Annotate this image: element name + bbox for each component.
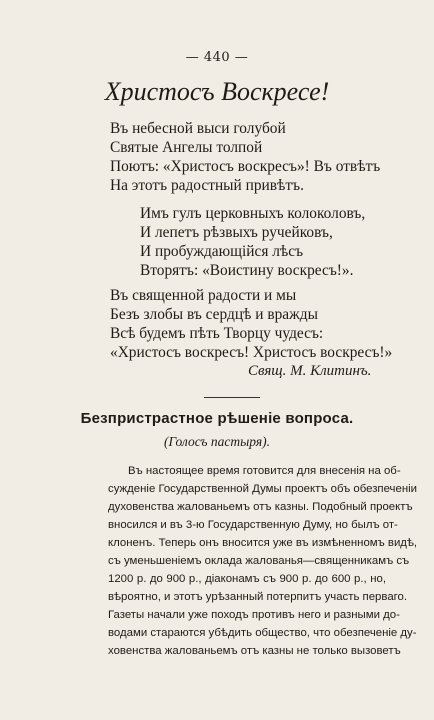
article-line: съ уменьшеніемъ оклада жалованья—священникамъ съ [108,555,410,567]
article-line: вѣроятно, и этотъ урѣзанный потерпитъ участь перваго. [108,591,408,603]
article-line: ховенства жалованьемъ отъ казны не только вызоветъ [108,645,401,657]
page-number: — 440 — [185,50,249,65]
poem-line: Имъ гулъ церковныхъ колоколовъ, [140,205,366,222]
article-line: 1200 р. до 900 р., діаконамъ съ 900 р. до 600 р., но, [108,573,386,585]
poem-line: Въ небесной выси голубой [110,120,286,137]
article-line: водами стараются убѣдить общество, что обезпеченіе ду- [108,627,417,639]
article-line: Въ настоящее время готовится для внесенія на об- [128,465,401,477]
poem-signature: Свящ. М. Клитинъ. [248,363,372,379]
article-subtitle: (Голосъ пастыря). [164,434,270,449]
article-line: Газеты начали уже походъ противъ него и разными до- [108,609,400,621]
poem-line: И пробуждающійся лѣсъ [140,243,304,260]
article-line: вносился и въ 3-ю Государственную Думу, но былъ от- [108,519,398,531]
poem-line: Безъ злобы въ сердцѣ и вражды [110,306,318,323]
poem-line: Святые Ангелы толпой [110,139,263,156]
poem-title: Христосъ Воскресе! [104,77,330,106]
poem-line: Поютъ: «Христосъ воскресъ»! Въ отвѣтъ [110,158,381,175]
section-divider [204,397,260,398]
article-line: сужденіе Государственной Думы проектъ объ обезпеченіи [108,483,418,495]
article-line: духовенства жалованьемъ отъ казны. Подобный проектъ [108,501,413,513]
poem-line: Въ священной радости и мы [110,287,297,304]
article-line: клоненъ. Теперь онъ вносится уже въ измѣненномъ видѣ, [108,537,418,549]
poem-line: Всѣ будемъ пѣть Творцу чудесъ: [110,325,324,342]
poem-line: «Христосъ воскресъ! Христосъ воскресъ!» [110,344,393,361]
article-title: Безпристрастное рѣшеніе вопроса. [80,410,354,427]
poem-line: И лепетъ рѣзвыхъ ручейковъ, [140,224,333,241]
poem-line: На этотъ радостный привѣтъ. [110,177,304,194]
poem-line: Вторятъ: «Воистину воскресъ!». [140,262,354,279]
